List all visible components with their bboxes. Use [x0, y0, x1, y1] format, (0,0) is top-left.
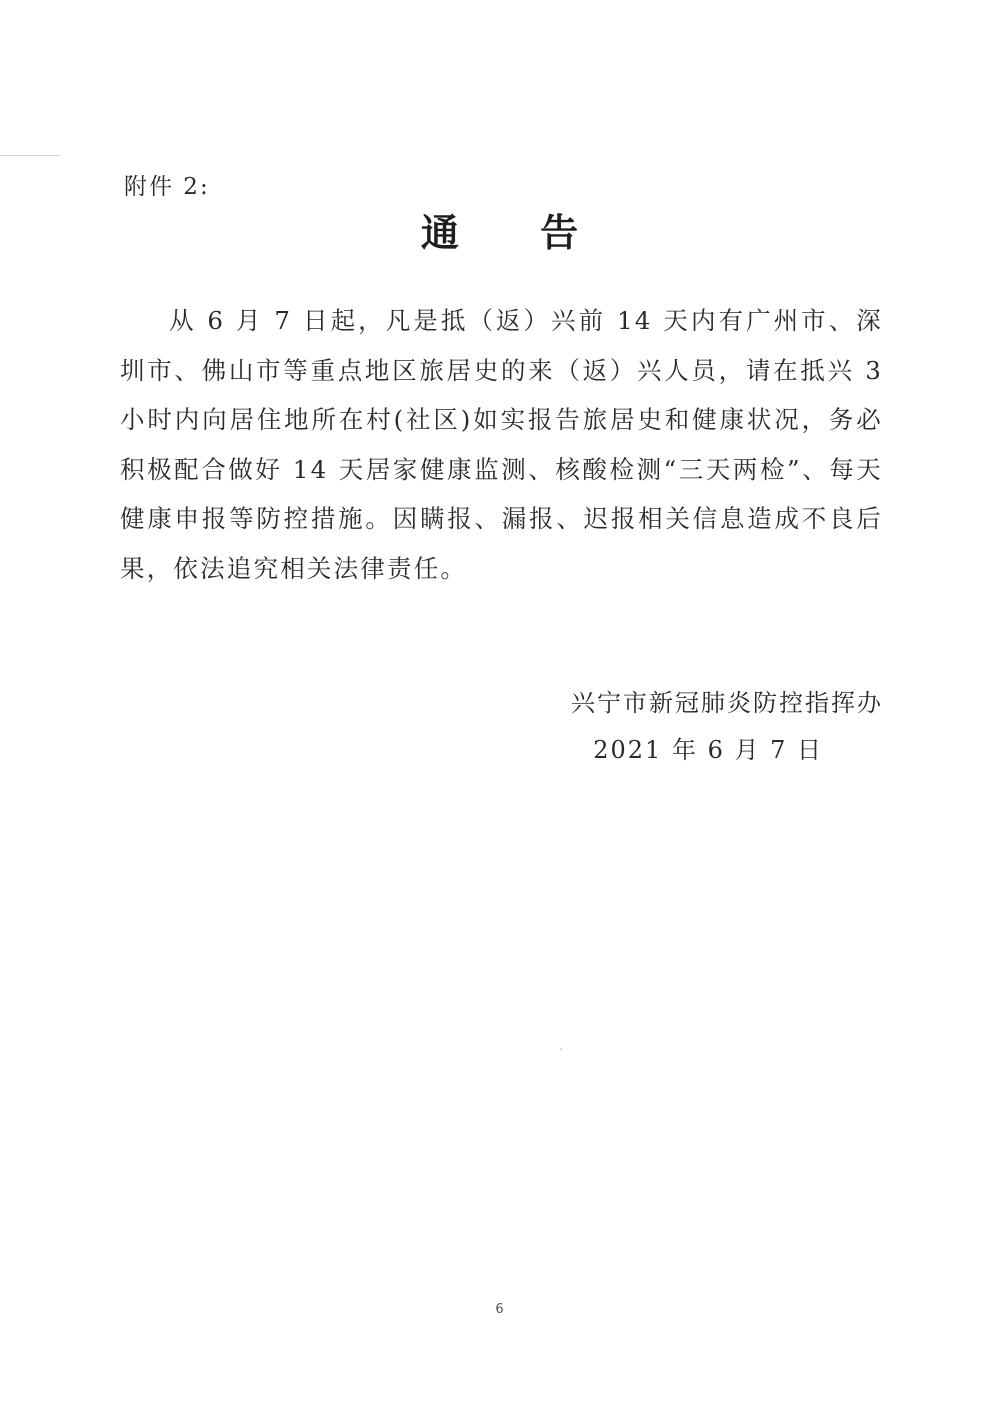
issuer-name: 兴宁市新冠肺炎防控指挥办: [571, 689, 883, 717]
notice-title: 通 告: [420, 210, 613, 255]
scan-artifact-line: [0, 155, 60, 156]
notice-body: 从 6 月 7 日起，凡是抵（返）兴前 14 天内有广州市、深圳市、佛山市等重点地区旅居史的来（返）兴人员，请在抵兴 3 小时内向居住地所在村(社区)如实报告旅居史和健康状况，务必积极配合做好 14 天居家健康监测、核酸检测“三天两检”、每天健康申报等防控措施。因瞒报、漏报、迟报相关信息造成不良后果，依法追究相关法律责任。: [120, 306, 883, 583]
scan-artifact-line: [560, 1048, 562, 1050]
issue-date: 2021 年 6 月 7 日: [593, 736, 823, 764]
attachment-label: 附件 2:: [124, 174, 210, 200]
signature-block: [571, 680, 883, 774]
page-number: 6: [495, 1302, 504, 1317]
